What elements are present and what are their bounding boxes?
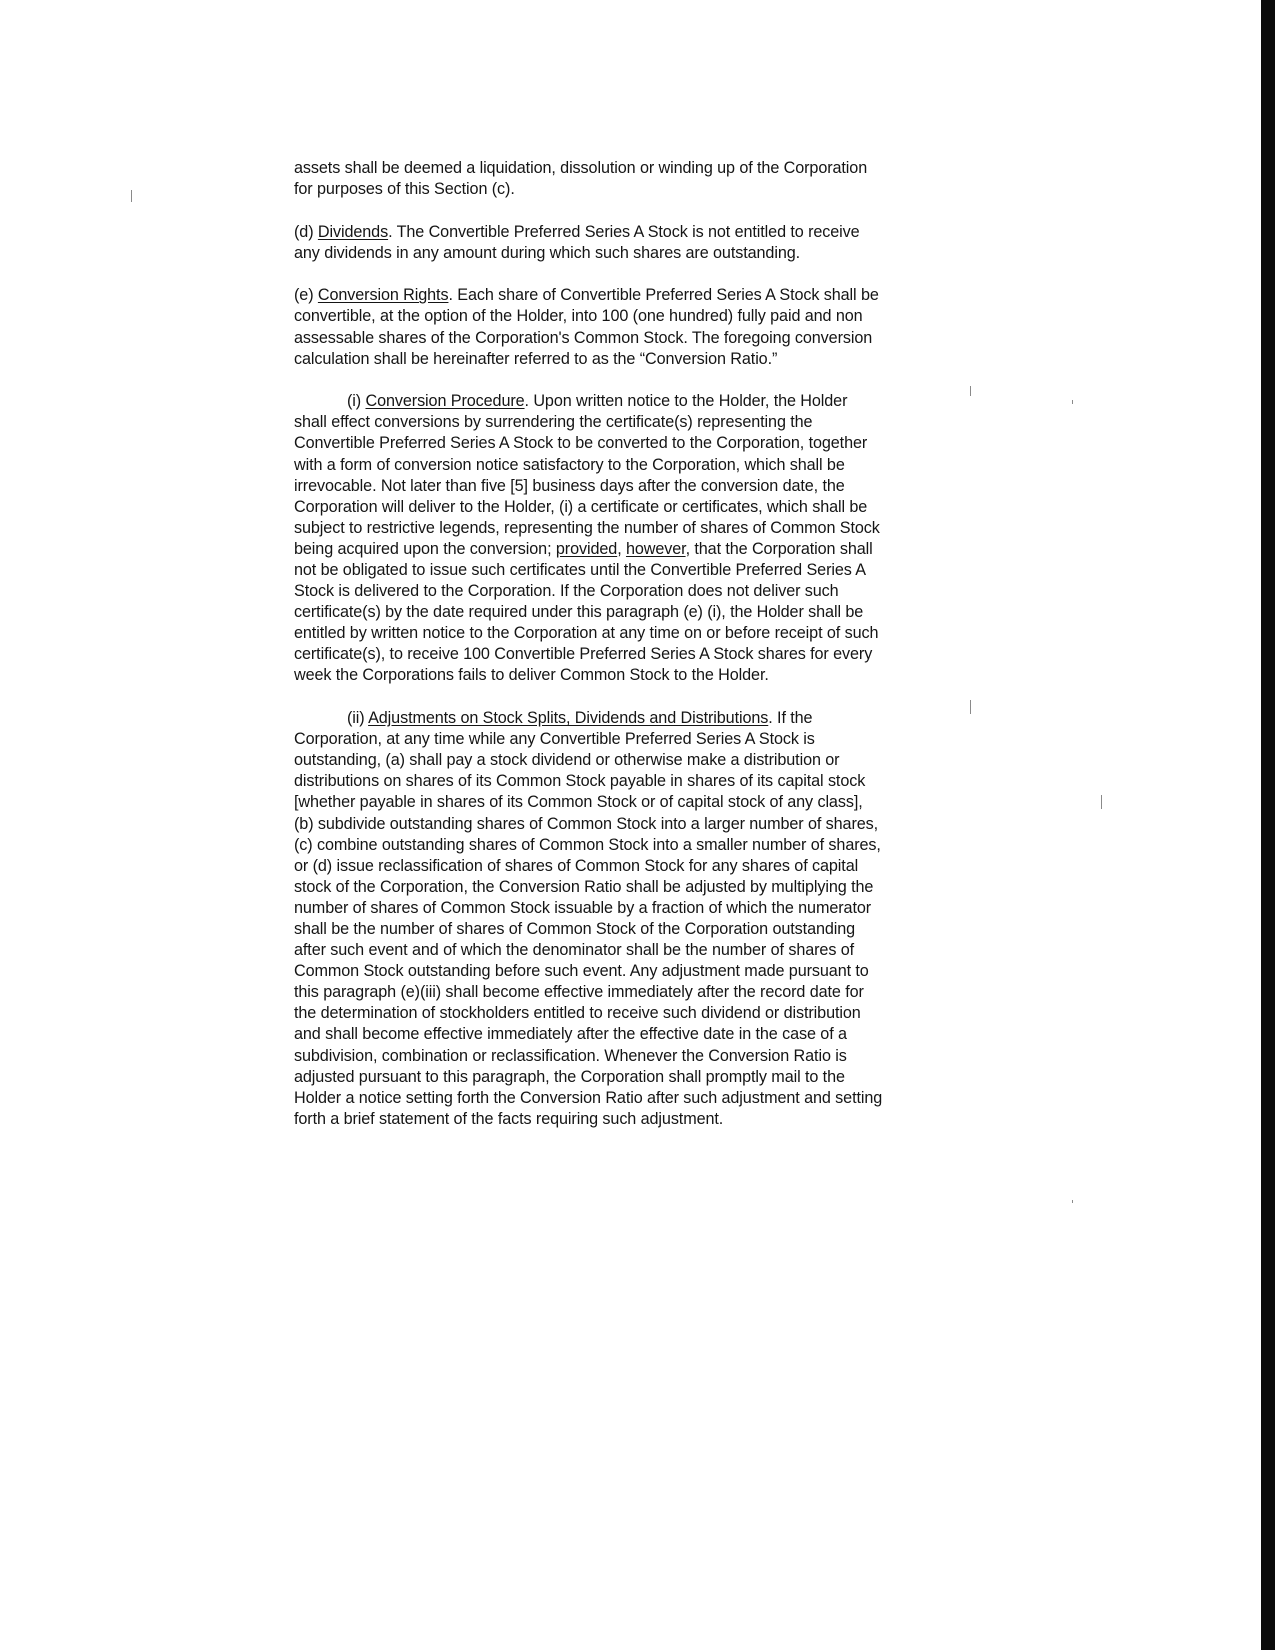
text-run: Stock is delivered to the Corporation. If the Corporation does not deliver such xyxy=(294,582,839,601)
text-run: Holder a notice setting forth the Conversion Ratio after such adjustment and setting xyxy=(294,1088,883,1107)
text-run: Convertible Preferred Series A Stock to be converted to the Corporation, together xyxy=(294,434,868,453)
text-line xyxy=(294,602,954,623)
text-run: Corporation will deliver to the Holder, (i) a certificate or certificates, which shall be xyxy=(294,497,868,516)
paragraph-assets xyxy=(294,158,954,200)
scan-speck xyxy=(1101,795,1102,809)
paragraph-dividends xyxy=(294,222,954,264)
text-line xyxy=(294,518,954,539)
text-line xyxy=(294,1067,954,1088)
text-line xyxy=(294,306,954,327)
text-run: or (d) issue reclassification of shares of Common Stock for any shares of capital xyxy=(294,856,859,875)
text-line xyxy=(294,455,954,476)
text-run: (b) subdivide outstanding shares of Common Stock into a larger number of shares, xyxy=(294,814,879,833)
text-line xyxy=(294,835,954,856)
text-line xyxy=(294,328,954,349)
text-line xyxy=(294,285,954,306)
text-line xyxy=(294,771,954,792)
scan-speck xyxy=(1072,400,1073,404)
text-run: certificate(s), to receive 100 Convertible Preferred Series A Stock shares for every xyxy=(294,645,873,664)
scan-speck xyxy=(131,190,132,202)
text-line xyxy=(294,814,954,835)
text-line xyxy=(294,222,954,243)
text-run: for purposes of this Section (c). xyxy=(294,180,515,199)
underlined-heading: Conversion Rights xyxy=(317,286,449,305)
text-run: . Upon written notice to the Holder, the Holder xyxy=(524,392,848,411)
text-run: assets shall be deemed a liquidation, dissolution or winding up of the Corporation xyxy=(294,159,868,177)
underlined-heading: however xyxy=(625,539,686,558)
text-run: subject to restrictive legends, representing the number of shares of Common Stock xyxy=(294,518,880,537)
text-run: (ii) xyxy=(347,709,369,728)
text-line xyxy=(294,179,954,200)
paragraph-adjustments xyxy=(294,708,954,1130)
text-line xyxy=(294,644,954,665)
text-run: (e) xyxy=(294,286,318,305)
text-line xyxy=(294,1088,954,1109)
text-line xyxy=(294,433,954,454)
text-line xyxy=(294,349,954,370)
text-line xyxy=(294,961,954,982)
text-line xyxy=(294,750,954,771)
paragraph-conversion-rights xyxy=(294,285,954,369)
underlined-heading: Dividends xyxy=(317,222,389,241)
text-run: outstanding, (a) shall pay a stock dividend or otherwise make a distribution or xyxy=(294,751,840,770)
text-run: assessable shares of the Corporation's Common Stock. The foregoing conversion xyxy=(294,328,873,347)
text-line xyxy=(294,898,954,919)
text-run: [whether payable in shares of its Common Stock or of capital stock of any class], xyxy=(294,793,863,812)
text-line xyxy=(294,877,954,898)
text-line xyxy=(294,792,954,813)
text-run: Common Stock outstanding before such event. Any adjustment made pursuant to xyxy=(294,962,869,981)
text-line xyxy=(294,856,954,877)
scan-edge-shadow xyxy=(1261,0,1275,1650)
paragraph-conversion-procedure xyxy=(294,391,954,686)
text-line xyxy=(294,623,954,644)
text-run: number of shares of Common Stock issuable by a fraction of which the numerator xyxy=(294,898,872,917)
text-run: week the Corporations fails to deliver Common Stock to the Holder. xyxy=(294,666,769,685)
text-run: being acquired upon the conversion; xyxy=(294,539,556,558)
text-line xyxy=(294,708,954,729)
text-line xyxy=(294,158,954,179)
text-run: distributions on shares of its Common Stock payable in shares of its capital stock xyxy=(294,772,866,791)
text-line xyxy=(294,1109,954,1130)
text-run: shall be the number of shares of Common Stock of the Corporation outstanding xyxy=(294,920,856,938)
text-run: stock of the Corporation, the Conversion Ratio shall be adjusted by multiplying the xyxy=(294,877,874,896)
text-run: certificate(s) by the date required under this paragraph (e) (i), the Holder shall be xyxy=(294,603,864,622)
text-run: Corporation, at any time while any Convertible Preferred Series A Stock is xyxy=(294,730,815,749)
text-run: , that the Corporation shall xyxy=(685,539,873,558)
text-run: (d) xyxy=(294,222,318,241)
text-line xyxy=(294,497,954,518)
text-run: . Each share of Convertible Preferred Series A Stock shall be xyxy=(448,286,879,305)
text-line xyxy=(294,412,954,433)
text-line xyxy=(294,729,954,750)
text-run: the determination of stockholders entitled to receive such dividend or distribution xyxy=(294,1004,861,1023)
scan-speck xyxy=(1072,1200,1073,1203)
text-run: convertible, at the option of the Holder, into 100 (one hundred) fully paid and non xyxy=(294,307,863,326)
scan-speck xyxy=(970,700,971,714)
text-line xyxy=(294,1024,954,1045)
text-run: after such event and of which the denominator shall be the number of shares of xyxy=(294,941,855,960)
text-line xyxy=(294,1046,954,1067)
text-run: subdivision, combination or reclassification. Whenever the Conversion Ratio is xyxy=(294,1046,847,1065)
text-line xyxy=(294,1003,954,1024)
text-run: any dividends in any amount during which such shares are outstanding. xyxy=(294,243,801,262)
text-run: irrevocable. Not later than five [5] business days after the conversion date, the xyxy=(294,476,845,495)
text-line xyxy=(294,476,954,497)
scan-speck xyxy=(970,386,971,396)
text-line xyxy=(294,581,954,602)
text-line xyxy=(294,560,954,581)
text-run: with a form of conversion notice satisfactory to the Corporation, which shall be xyxy=(294,455,845,474)
text-line xyxy=(294,665,954,686)
text-run: (i) xyxy=(347,392,366,411)
text-run: and shall become effective immediately after the effective date in the case of a xyxy=(294,1025,847,1044)
text-run: . The Convertible Preferred Series A Stock is not entitled to receive xyxy=(388,222,860,241)
underlined-heading: Adjustments on Stock Splits, Dividends and Distributions xyxy=(368,709,769,728)
text-line xyxy=(294,982,954,1003)
text-line xyxy=(294,940,954,961)
text-run: this paragraph (e)(iii) shall become effective immediately after the record date for xyxy=(294,983,864,1002)
text-run: adjusted pursuant to this paragraph, the Corporation shall promptly mail to the xyxy=(294,1067,845,1086)
text-run: calculation shall be hereinafter referred to as the “Conversion Ratio.” xyxy=(294,349,778,368)
document-body xyxy=(294,158,954,1151)
text-line xyxy=(294,243,954,264)
text-run: , xyxy=(617,539,626,558)
text-run: . If the xyxy=(768,709,813,728)
text-run: shall effect conversions by surrendering the certificate(s) representing the xyxy=(294,413,813,432)
underlined-heading: provided xyxy=(555,539,618,558)
text-run: entitled by written notice to the Corporation at any time on or before receipt of such xyxy=(294,624,879,643)
text-run: forth a brief statement of the facts requiring such adjustment. xyxy=(294,1109,724,1128)
text-run: not be obligated to issue such certificates until the Convertible Preferred Series A xyxy=(294,561,866,579)
text-line xyxy=(294,391,954,412)
underlined-heading: Conversion Procedure xyxy=(365,392,525,411)
text-run: (c) combine outstanding shares of Common Stock into a smaller number of shares, xyxy=(294,835,881,854)
text-line xyxy=(294,539,954,560)
text-line xyxy=(294,919,954,940)
